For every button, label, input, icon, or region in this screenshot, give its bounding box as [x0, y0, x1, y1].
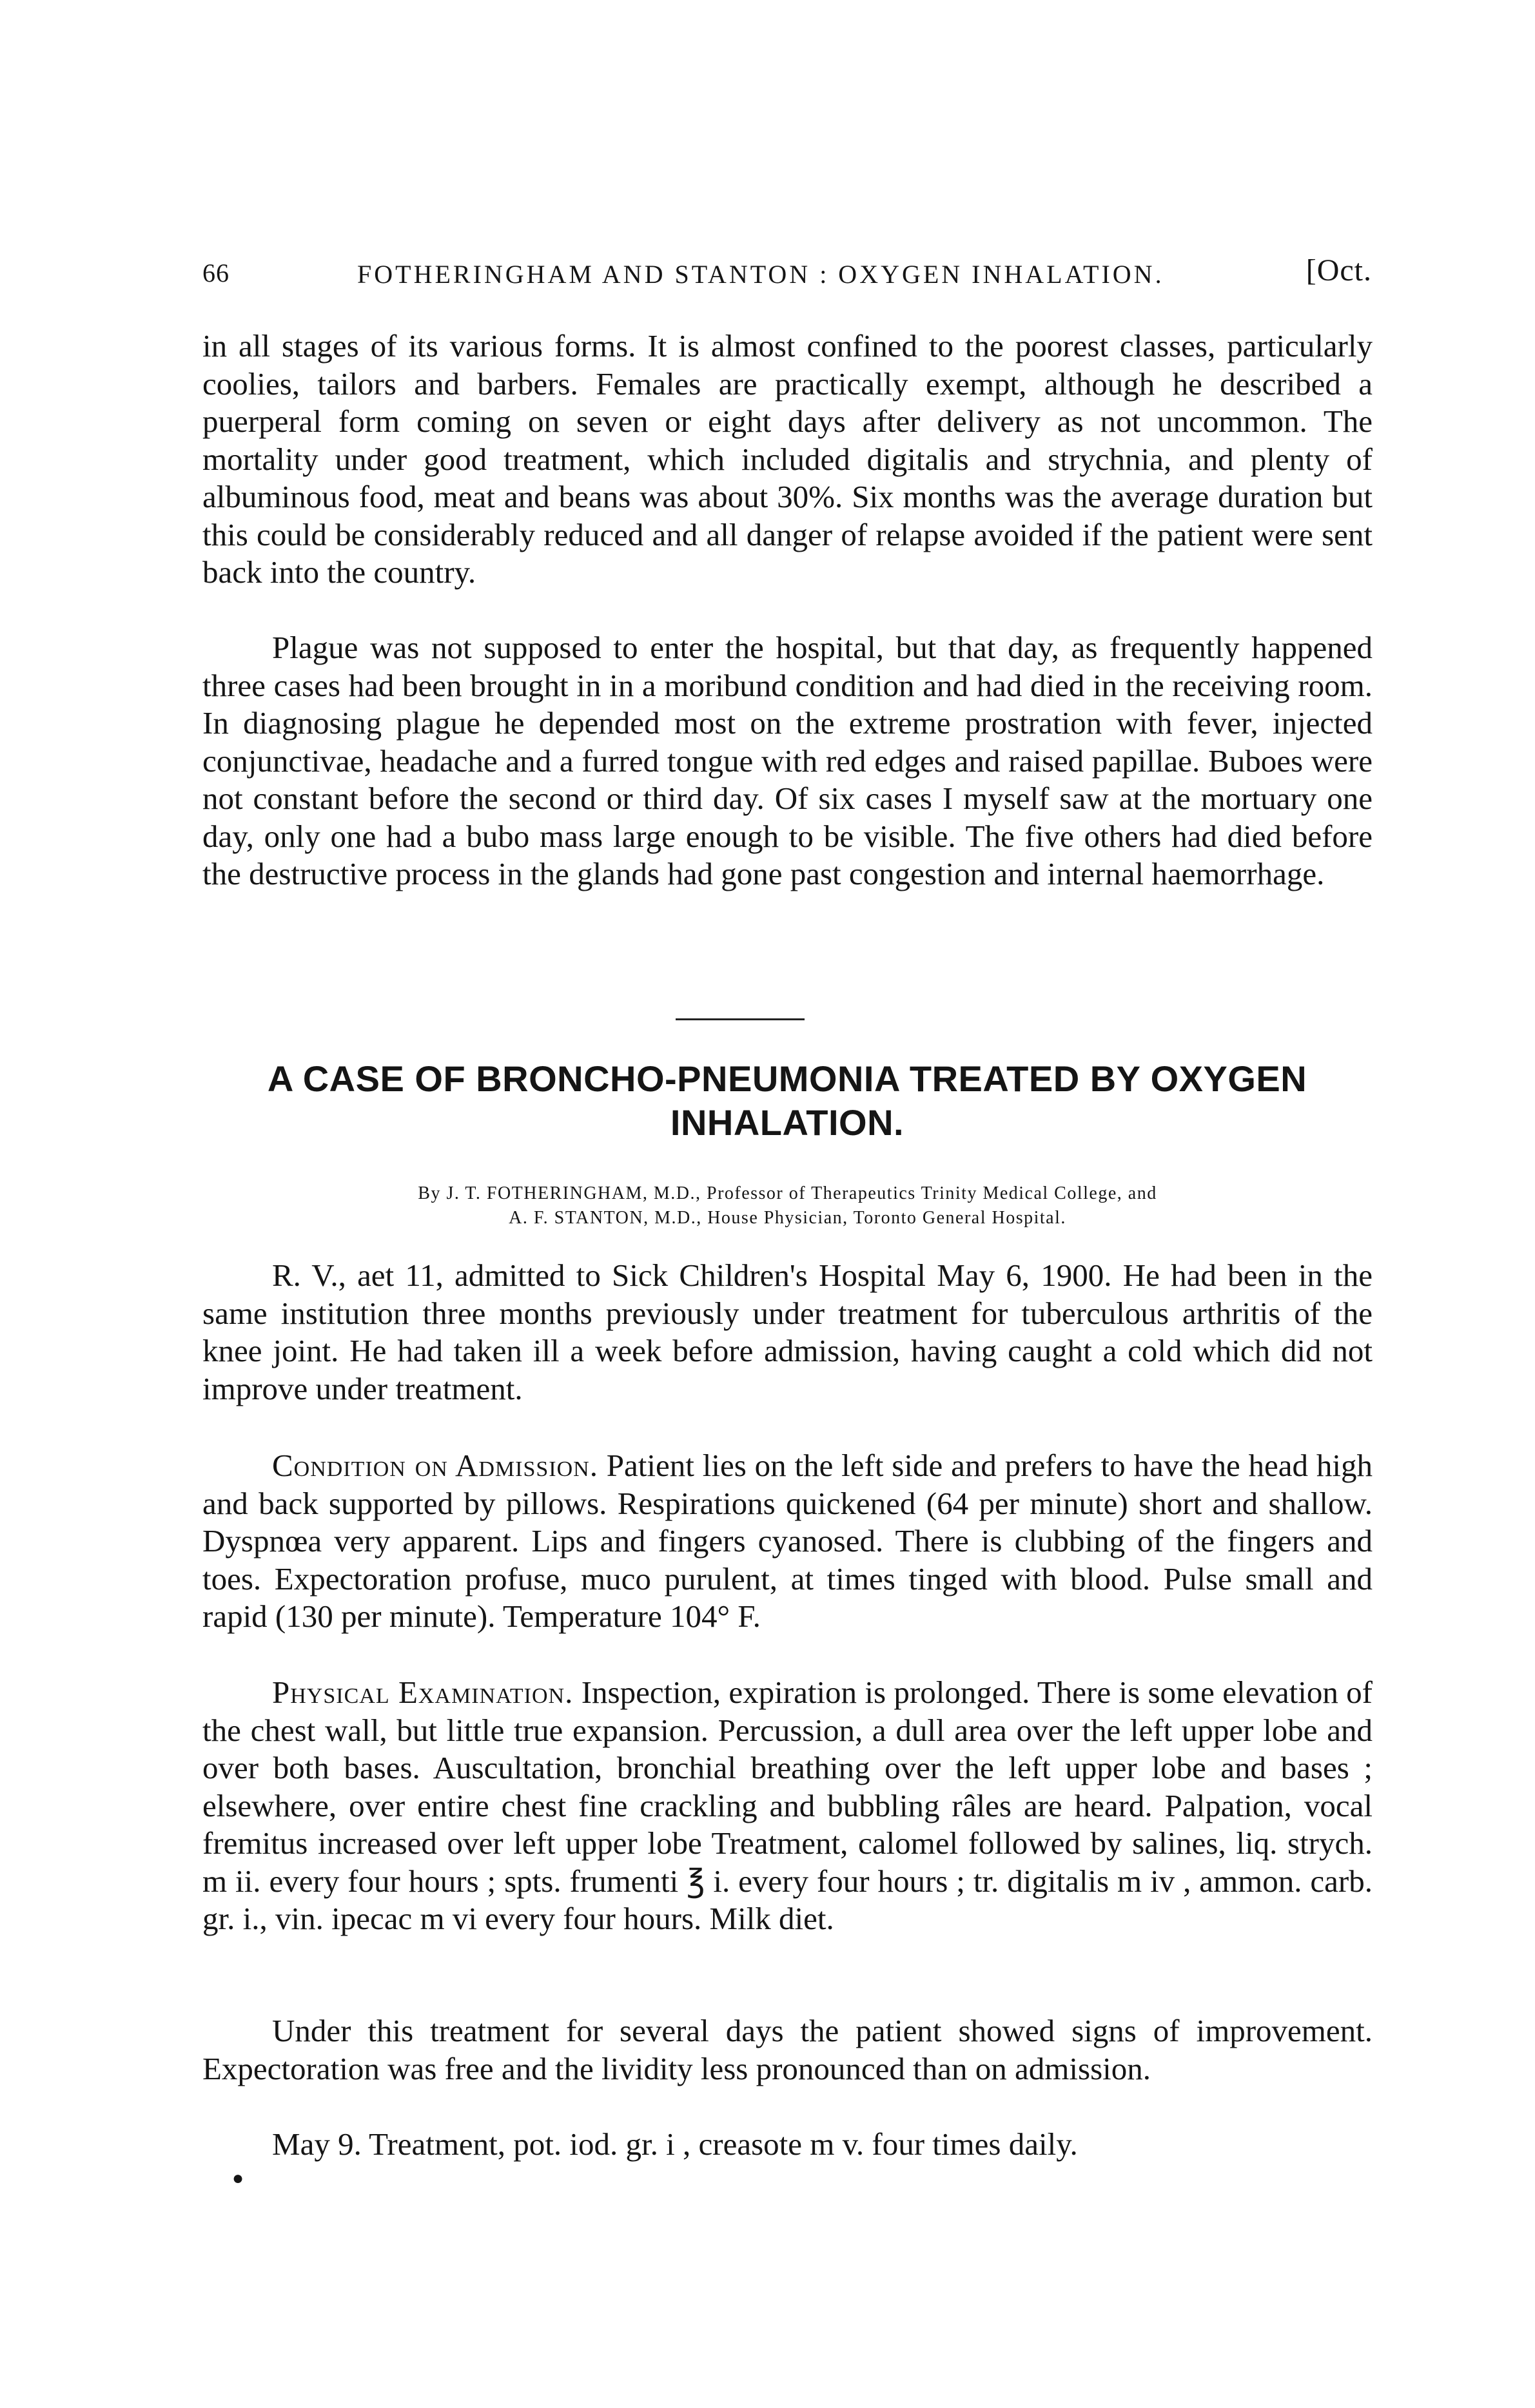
paragraph-condition	[202, 1447, 1373, 1636]
page-number: 66	[202, 258, 230, 287]
paragraph-continued: in all stages of its various forms. It is almost confined to the poorest classes, particularly coolies, tailors and barbers. Females are practically exempt, although he described a puerperal form coming on seven or eight days after delivery as not uncommon. The mortality under good treatment, which included digitalis and strychnia, and plenty of albuminous food, meat and beans was about 30%. Six months was the average duration but this could be considerably reduced and all danger of relapse avoided if the patient were sent back into the country.	[202, 328, 1373, 590]
paragraph-may-9: May 9. Treatment, pot. iod. gr. i , creasote m v. four times daily.	[272, 2126, 1078, 2162]
paragraph-case-intro: R. V., aet 11, admitted to Sick Children's Hospital May 6, 1900. He had been in the same institution three months previously under treatment for tuberculous arthritis of the knee joint. He had taken ill a week before admission, having caught a cold which did not improve under treatment.	[202, 1257, 1373, 1406]
byline-line-1: By J. T. FOTHERINGHAM, M.D., Professor of Therapeutics Trinity Medical College, and	[418, 1183, 1157, 1203]
condition-heading: Condition on Admission.	[272, 1448, 598, 1483]
paragraph-improvement: Under this treatment for several days the patient showed signs of improvement. Expectoration was free and the lividity less pronounced than on admission.	[202, 2013, 1373, 2086]
examination-heading: Physical Examination.	[272, 1675, 574, 1710]
examination-text: Inspection, expiration is prolonged. There is some elevation of the chest wall, but little true expansion. Percussion, a dull area over the left upper lobe and over both bases. Auscultation, bronchial breathing over the left upper lobe and bases ; elsewhere, over entire chest fine crackling and bubbling râles are heard. Palpation, vocal fremitus increased over left upper lobe Treatment, calomel followed by salines, liq. strych. m ii. every four hours ; spts. frumenti ℥ i. every four hours ; tr. digitalis m iv , ammon. carb. gr. i., vin. ipecac m vi every four hours. Milk diet.	[202, 1675, 1373, 1936]
article-title: A CASE OF BRONCHO-PNEUMONIA TREATED BY OXYGEN INHALATION.	[267, 1058, 1307, 1143]
ink-mark: ●	[232, 2168, 244, 2189]
byline-line-2: A. F. STANTON, M.D., House Physician, Toronto General Hospital.	[509, 1208, 1066, 1228]
article-byline	[202, 1181, 1373, 1230]
issue-month: [Oct.	[1305, 253, 1372, 287]
condition-text: Patient lies on the left side and prefers to have the head high and back supported by pillows. Respirations quickened (64 per minute) short and shallow. Dyspnœa very apparent. Lips and fingers cyanosed. There is clubbing of the fingers and toes. Expectoration profuse, muco purulent, at times tinged with blood. Pulse small and rapid (130 per minute). Temperature 104° F.	[202, 1448, 1373, 1634]
running-title: FOTHERINGHAM AND STANTON : OXYGEN INHALATION.	[357, 260, 1164, 289]
paragraph-plague: Plague was not supposed to enter the hospital, but that day, as frequently happened three cases had been brought in in a moribund condition and had died in the receiving room. In diagnosing plague he depended most on the extreme prostration with fever, injected conjunctivae, headache and a furred tongue with red edges and raised papillae. Buboes were not constant before the second or third day. Of six cases I myself saw at the mortuary one day, only one had a bubo mass large enough to be visible. The five others had died before the destructive process in the glands had gone past congestion and internal haemorrhage.	[202, 630, 1373, 891]
section-divider	[676, 1018, 805, 1020]
paragraph-examination	[202, 1674, 1373, 1938]
running-header	[202, 253, 1372, 298]
